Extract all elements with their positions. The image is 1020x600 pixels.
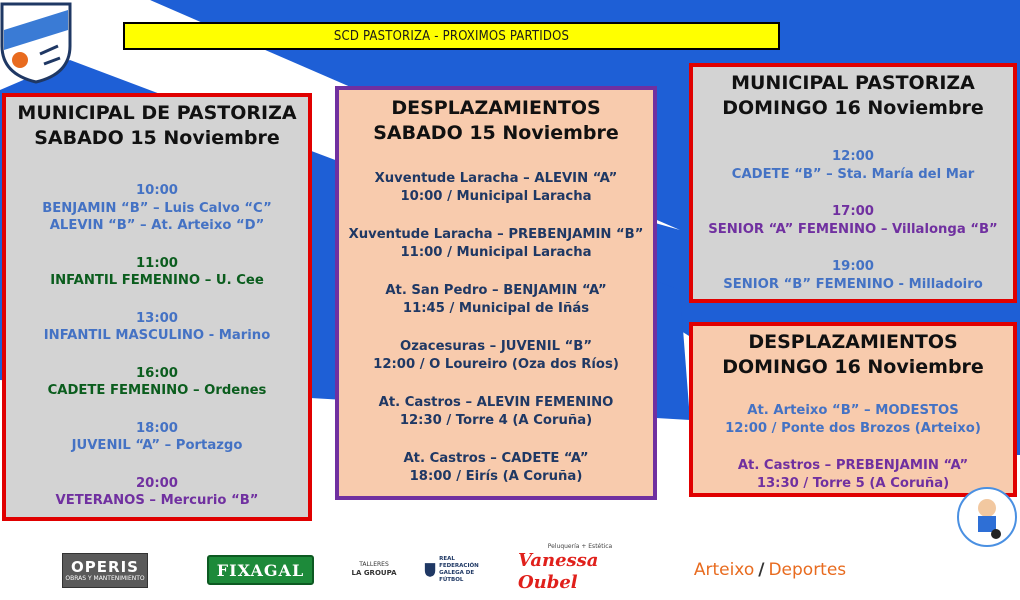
sponsor-arteixo-b: Deportes bbox=[768, 560, 847, 580]
sponsor-arteixo-deportes bbox=[680, 558, 860, 582]
match-line: VETERANOS – Mercurio “B” bbox=[55, 493, 259, 508]
match-line: At. Castros – ALEVIN FEMENINO bbox=[378, 395, 614, 410]
sponsor-rfgf-line1: REAL FEDERACIÓN bbox=[439, 556, 479, 569]
match-line: 12:30 / Torre 4 (A Coruña) bbox=[399, 412, 593, 428]
match-time: 18:00 bbox=[136, 420, 178, 436]
match-time: 10:00 bbox=[136, 183, 178, 198]
match-line: Ozacesuras – JUVENIL “B” bbox=[400, 339, 592, 354]
match-line: Xuventude Laracha – ALEVIN “A” bbox=[374, 171, 618, 186]
sponsor-arteixo-slash: / bbox=[758, 560, 765, 580]
sponsor-grupa-name: LA GROUPA bbox=[351, 569, 397, 577]
sponsor-oubel-sub: Peluquería + Estética bbox=[547, 542, 613, 550]
sponsor-rfgf bbox=[424, 557, 492, 583]
match-line: 12:00 / Ponte dos Brozos (Arteixo) bbox=[725, 420, 981, 436]
panel-heading: DESPLAZAMIENTOS bbox=[748, 331, 958, 353]
match-line: 18:00 / Eirís (A Coruña) bbox=[409, 468, 583, 484]
sponsor-grupa-top: TALLERES bbox=[359, 561, 389, 568]
sponsor-operis bbox=[62, 553, 148, 588]
panel-heading: MUNICIPAL PASTORIZA bbox=[731, 72, 975, 94]
sponsor-vanessa-oubel bbox=[518, 542, 642, 593]
match-line: At. San Pedro – BENJAMIN “A” bbox=[385, 283, 607, 298]
match-line: 13:30 / Torre 5 (A Coruña) bbox=[756, 475, 950, 491]
match-line: INFANTIL MASCULINO - Marino bbox=[43, 328, 271, 343]
match-line: At. Arteixo “B” – MODESTOS bbox=[747, 403, 959, 418]
match-line: 10:00 / Municipal Laracha bbox=[400, 188, 592, 204]
match-time: 19:00 bbox=[832, 259, 874, 274]
sponsor-la-groupa bbox=[348, 551, 400, 587]
match-line: 12:00 / O Loureiro (Oza dos Ríos) bbox=[373, 356, 619, 372]
match-time: 11:00 bbox=[136, 255, 178, 271]
match-line: 11:00 / Municipal Laracha bbox=[400, 244, 592, 260]
club-crest-icon bbox=[0, 0, 72, 84]
panel-municipal-sabado bbox=[2, 93, 312, 521]
match-line: Xuventude Laracha – PREBENJAMIN “B” bbox=[348, 227, 644, 242]
sponsor-operis-sub: OBRAS Y MANTENIMIENTO bbox=[65, 574, 145, 582]
shield-icon bbox=[424, 561, 436, 579]
sponsor-fixagal: FIXAGAL bbox=[207, 555, 314, 585]
sponsor-oubel-name: Vanessa Oubel bbox=[518, 549, 599, 593]
panel-subheading: SABADO 15 Noviembre bbox=[373, 122, 619, 144]
panel-heading: MUNICIPAL DE PASTORIZA bbox=[17, 102, 297, 124]
panel-desplazamientos-domingo bbox=[689, 322, 1017, 497]
panel-subheading: DOMINGO 16 Noviembre bbox=[722, 356, 984, 378]
match-time: 16:00 bbox=[136, 365, 178, 381]
mascot-logo-icon bbox=[956, 486, 1018, 548]
match-line: At. Castros – CADETE “A” bbox=[403, 451, 589, 466]
sponsor-arteixo-a: Arteixo bbox=[693, 560, 755, 580]
panel-municipal-domingo bbox=[689, 63, 1017, 303]
match-line: SENIOR “A” FEMENINO – Villalonga “B” bbox=[708, 221, 998, 237]
match-time: 17:00 bbox=[832, 204, 874, 219]
match-line: INFANTIL FEMENINO – U. Cee bbox=[50, 273, 264, 288]
match-line: At. Castros – PREBENJAMIN “A” bbox=[737, 458, 969, 473]
match-line: JUVENIL “A” – Portazgo bbox=[71, 438, 243, 453]
panel-heading: DESPLAZAMIENTOS bbox=[391, 97, 601, 119]
match-line: SENIOR “B” FEMENINO - Milladoiro bbox=[723, 276, 983, 292]
match-line: ALEVIN “B” – At. Arteixo “D” bbox=[49, 218, 265, 233]
sponsor-rfgf-line2: GALEGA DE FÚTBOL bbox=[439, 570, 475, 583]
match-time: 12:00 bbox=[832, 149, 874, 164]
match-line: BENJAMIN “B” – Luis Calvo “C” bbox=[42, 200, 272, 216]
match-time: 20:00 bbox=[136, 475, 178, 491]
match-line: CADETE FEMENINO – Ordenes bbox=[47, 383, 267, 398]
match-line: 11:45 / Municipal de Iñás bbox=[402, 300, 590, 316]
match-line: CADETE “B” – Sta. María del Mar bbox=[731, 166, 975, 182]
page-title: SCD PASTORIZA - PROXIMOS PARTIDOS bbox=[123, 22, 780, 50]
panel-subheading: DOMINGO 16 Noviembre bbox=[722, 97, 984, 119]
sponsor-operis-name: OPERIS bbox=[71, 557, 139, 576]
panel-desplazamientos-sabado bbox=[335, 86, 657, 500]
panel-subheading: SABADO 15 Noviembre bbox=[34, 127, 280, 149]
match-time: 13:00 bbox=[136, 310, 178, 326]
